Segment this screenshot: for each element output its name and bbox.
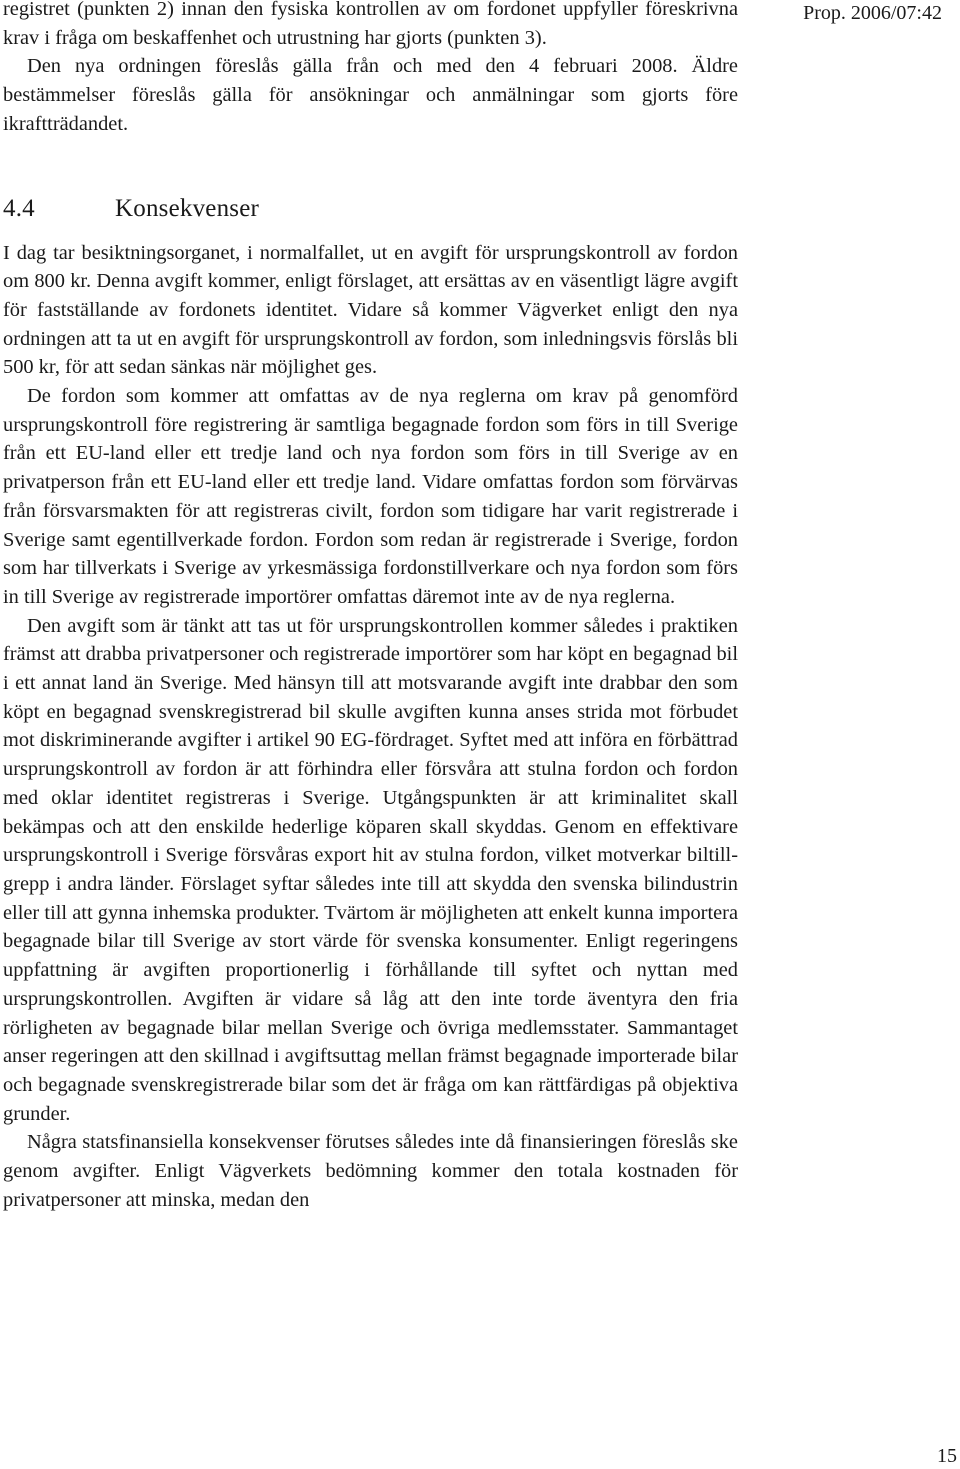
spacer <box>3 224 738 239</box>
spacer <box>3 139 738 194</box>
page-number: 15 <box>937 1445 957 1467</box>
intro-paragraph-2: Den nya ordningen föreslås gälla från och med den 4 februari 2008. Äldre bestämmelser föreslås gälla för ansökningar och anmälningar som gjorts före ikraftträdandet. <box>3 55 738 135</box>
proposition-reference: Prop. 2006/07:42 <box>803 2 942 24</box>
body-paragraph-2: De fordon som kommer att omfattas av de nya reglerna om krav på genomförd ursprungskontroll före registrering är samtliga begagnade fordon som förs in till Sverige från ett EU-land eller ett tredje land och nya fordon som förs in till Sverige av en privatperson från ett EU-land eller ett tredje land. Vidare omfattas fordon som förvärvas från försvarsmakten för att registreras civilt, fordon som tidigare har varit registrerade i Sverige samt egentillverkade fordon. Fordon som redan är registrerade i Sverige, fordon som har tillverkats i Sverige av yrkesmässiga fordonstillverkare och nya fordon som förs in till Sverige av registrerade importörer omfattas däremot inte av de nya reglerna. <box>3 385 738 608</box>
intro-paragraph-1: registret (punkten 2) innan den fysiska kontrollen av om fordonet uppfyller föreskrivna krav i fråga om beskaffenhet och utrustning har gjorts (punkten 3). <box>3 0 738 49</box>
section-title: Konsekvenser <box>115 194 260 222</box>
body-paragraph-3: Den avgift som är tänkt att tas ut för ursprungskontrollen kommer således i praktiken främst att drabba privatpersoner och registrerade importörer som har köpt en begagnad bil i ett annat land än Sverige. Med hänsyn till att motsvarande avgift inte drabbar den som köpt en begagnad svenskregistrerad bil skulle avgiften kunna anses strida mot förbudet mot diskriminerande avgifter i artikel 90 EG-fördraget. Syftet med att införa en förbättrad ursprungskontroll av fordon är att förhindra eller försvåra att stulna fordon och fordon med oklar identitet registreras i Sverige. Utgångspunkten är att kriminalitet skall bekämpas och att den enskilde hederlige köparen skall skyddas. Genom en effektivare ursprungskontroll i Sverige försvåras export hit av stulna fordon, vilket motverkar biltillgrepp i andra länder. Förslaget syftar således inte till att skydda den svenska bilindustrin eller till att gynna inhemska produkter. Tvärtom är möjligheten att enkelt kunna importera begagnade bilar till Sverige av stort värde för svenska konsumenter. Enligt regeringens uppfattning är avgiften proportionerlig i förhållande till syftet och nyttan med ursprungskontrollen. Avgiften är vidare så låg att den inte torde äventyra den fria rörligheten av begagnade bilar mellan Sverige och övriga medlemsstater. Sammantaget anser regeringen att den skillnad i avgiftsuttag mellan främst begagnade importerade bilar och begagnade svenskregistrerade bilar som det är fråga om kan rättfärdigas på objektiva grunder. <box>3 614 738 1125</box>
section-number: 4.4 <box>3 194 35 222</box>
text-column <box>3 0 738 1214</box>
body-paragraph-4: Några statsfinansiella konsekvenser förutses således inte då finansieringen föreslås ske genom avgifter. Enligt Vägverkets bedömning kommer den totala kostnaden för privatpersoner att minska, medan den <box>3 1131 738 1211</box>
section-heading <box>3 194 738 224</box>
body-paragraph-1: I dag tar besiktningsorganet, i normalfallet, ut en avgift för ursprungskontroll av fordon om 800 kr. Denna avgift kommer, enligt förslaget, att ersättas av en väsentligt lägre avgift för fastställande av fordonets identitet. Vidare så kommer Vägverket enligt den nya ordningen att ta ut en avgift för ursprungskontroll av fordon, som inledningsvis förslås bli 500 kr, för att sedan sänkas när möjlighet ges. <box>3 241 738 379</box>
